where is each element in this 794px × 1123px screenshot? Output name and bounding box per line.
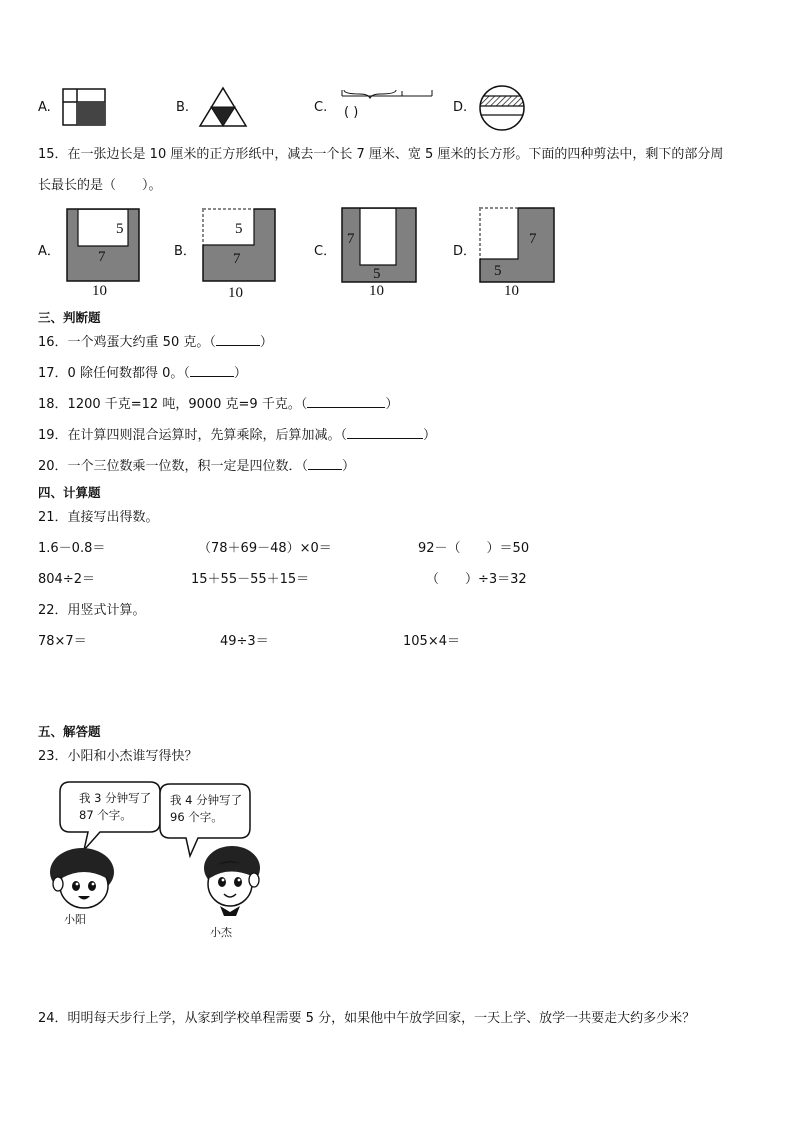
name-xiaojie: 小杰: [210, 926, 232, 939]
calc-item-3: 92－（ ）＝50: [418, 541, 530, 556]
q19-close: ）: [423, 428, 437, 443]
q18: [38, 394, 398, 414]
q15-question-line2: 长最长的是（ ）。: [38, 178, 162, 193]
q14-option-b-label: B.: [176, 100, 190, 115]
q17-text: 17．0 除任何数都得 0。（: [38, 366, 190, 381]
q15-option-b-label: B．: [174, 244, 196, 259]
calc-item-5: 15＋55－55＋15＝: [191, 572, 310, 587]
q15-b-label-5: 5: [235, 221, 243, 237]
q15-c-label-5: 5: [373, 266, 381, 282]
q15-c-label-10: 10: [369, 283, 384, 299]
bubble-xiaoyang: [79, 790, 151, 824]
q20-answer-blank[interactable]: [308, 456, 342, 470]
kid-xiaoyang-icon: [50, 848, 114, 908]
calc-item-1: 1.6－0.8＝: [38, 541, 106, 556]
calc-item-6: （ ）÷3＝32: [426, 572, 527, 587]
q15-b-label-7: 7: [233, 251, 241, 267]
q16: [38, 332, 273, 352]
q15-a-label-7: 7: [98, 249, 106, 265]
q15-figure-c: [341, 207, 417, 283]
q15-d-label-5: 5: [494, 263, 502, 279]
q22-text: 22．用竖式计算。: [38, 603, 146, 618]
q24-text: 24．明明每天步行上学，从家到学校单程需要 5 分，如果他中午放学回家，一天上学、放学一共要走大约多少米？: [38, 1011, 696, 1026]
section-5-title: 五、解答题: [38, 724, 101, 739]
q16-answer-blank[interactable]: [216, 332, 260, 346]
calc-item-4: 804÷2＝: [38, 572, 95, 587]
q15-figure-a: [66, 208, 140, 284]
q15-d-label-7: 7: [529, 231, 537, 247]
bubble-xiaojie: [170, 792, 242, 826]
vertical-calc-1: 78×7＝: [38, 634, 87, 649]
q14-figure-b: [198, 86, 248, 128]
q15-option-d-label: D．: [453, 244, 477, 259]
vertical-calc-3: 105×4＝: [403, 634, 460, 649]
q21-text: 21．直接写出得数。: [38, 510, 159, 525]
q15-a-label-10: 10: [92, 283, 107, 299]
q14-figure-a: [62, 88, 106, 126]
bubble-xiaoyang-line1: 我 3 分钟写了: [79, 791, 152, 805]
bubble-xiaoyang-line2: 87 个字。: [79, 808, 132, 822]
q14-option-d-label: D.: [453, 100, 468, 115]
q17-close: ）: [233, 366, 247, 381]
q17: [38, 363, 247, 383]
q14-option-a-label: A.: [38, 100, 51, 115]
bubble-xiaojie-line1: 我 4 分钟写了: [170, 793, 243, 807]
q15-figure-d: [479, 207, 555, 283]
q15-c-label-7: 7: [347, 231, 355, 247]
q15-a-label-5: 5: [116, 221, 124, 237]
q19-text: 19．在计算四则混合运算时，先算乘除，后算加减。（: [38, 428, 348, 443]
bubble-xiaojie-line2: 96 个字。: [170, 810, 223, 824]
q18-text: 18．1200 千克=12 吨，9000 克=9 千克。（: [38, 397, 308, 412]
q18-answer-blank[interactable]: [307, 394, 385, 408]
calc-item-2: （78＋69－48）×0＝: [198, 541, 332, 556]
q20-text: 20．一个三位数乘一位数，积一定是四位数．（: [38, 459, 309, 474]
q14-option-c-paren: ( ): [344, 105, 359, 120]
q16-text: 16．一个鸡蛋大约重 50 克。（: [38, 335, 216, 350]
q20-close: ）: [342, 459, 356, 474]
name-xiaoyang: 小阳: [64, 913, 86, 926]
q14-option-c-label: C.: [314, 100, 328, 115]
q20: [38, 456, 355, 476]
q23-text: 23．小阳和小杰谁写得快？: [38, 749, 198, 764]
q15-figure-b: [202, 208, 276, 284]
q19: [38, 425, 436, 445]
q15-option-c-label: C．: [314, 244, 337, 259]
q18-close: ）: [385, 397, 399, 412]
section-4-title: 四、计算题: [38, 485, 101, 500]
q14-figure-c-segment: [340, 88, 434, 100]
kid-xiaojie-icon: [204, 846, 260, 916]
q14-figure-d: [478, 84, 526, 132]
q15-d-label-10: 10: [504, 283, 519, 299]
section-3-title: 三、判断题: [38, 310, 101, 325]
q15-question-line1: 15．在一张边长是 10 厘米的正方形纸中，减去一个长 7 厘米、宽 5 厘米的长方形。下面的四种剪法中，剩下的部分周: [38, 147, 724, 162]
q15-option-a-label: A．: [38, 244, 60, 259]
vertical-calc-2: 49÷3＝: [220, 634, 269, 649]
q16-close: ）: [259, 335, 273, 350]
q19-answer-blank[interactable]: [347, 425, 423, 439]
q17-answer-blank[interactable]: [190, 363, 234, 377]
q15-b-label-10: 10: [228, 285, 243, 301]
